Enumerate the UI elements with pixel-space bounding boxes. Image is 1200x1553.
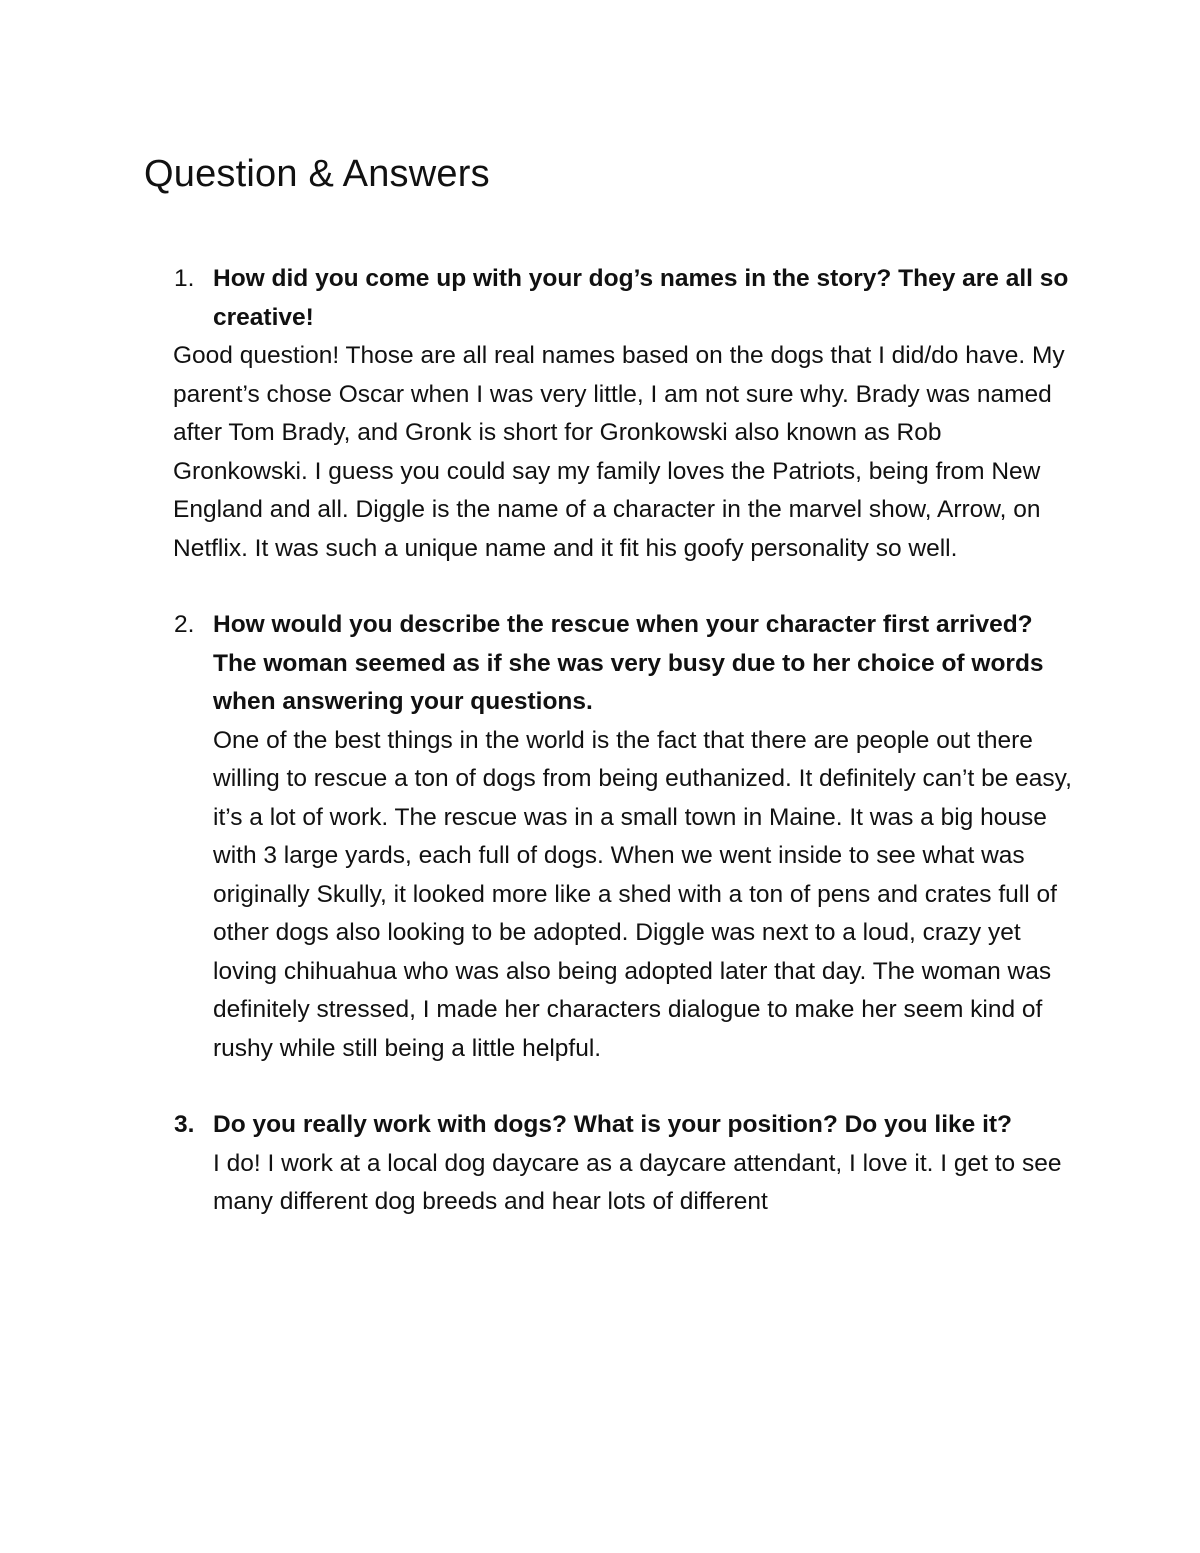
item-number: 1. bbox=[174, 265, 195, 292]
answer-text: One of the best things in the world is the fact that there are people out there willing to rescue a ton of dogs from being euthanized. It definitely can’t be easy, it’s a lot of work. The rescue was in a small town in Maine. It was a big house with 3 large yards, each full of dogs. When we went inside to see what was originally Skully, it looked more like a shed with a ton of pens and crates full of other dogs also looking to be adopted. Diggle was next to a loud, crazy yet loving chihuahua who was also being adopted later that day. The woman was definitely stressed, I made her characters dialogue to make her seem kind of rushy while still being a little helpful. bbox=[213, 726, 1072, 1062]
question-text: Do you really work with dogs? What is your position? Do you like it? bbox=[213, 1111, 1013, 1138]
qa-item bbox=[174, 606, 1074, 1068]
answer-text: Good question! Those are all real names based on the dogs that I did/do have. My parent’s chose Oscar when I was very little, I am not sure why. Brady was named after Tom Brady, and Gronk is short for Gronkowski also known as Rob Gronkowski. I guess you could say my family loves the Patriots, being from New England and all. Diggle is the name of a character in the marvel show, Arrow, on Netflix. It was such a unique name and it fit his goofy personality so well. bbox=[173, 342, 1065, 562]
answer-text: I do! I work at a local dog daycare as a daycare attendant, I love it. I get to see many different dog breeds and hear lots of different bbox=[213, 1149, 1062, 1215]
qa-item bbox=[174, 1106, 1074, 1222]
qa-list bbox=[174, 260, 1074, 1222]
page-title: Question & Answers bbox=[144, 153, 490, 195]
question-text: How did you come up with your dog’s names in the story? They are all so creative! bbox=[213, 265, 1069, 331]
question-text: How would you describe the rescue when your character first arrived? The woman seemed as if she was very busy due to her choice of words when answering your questions. bbox=[213, 611, 1044, 715]
item-number: 2. bbox=[174, 611, 195, 638]
qa-item bbox=[174, 260, 1074, 568]
item-number: 3. bbox=[174, 1111, 195, 1138]
